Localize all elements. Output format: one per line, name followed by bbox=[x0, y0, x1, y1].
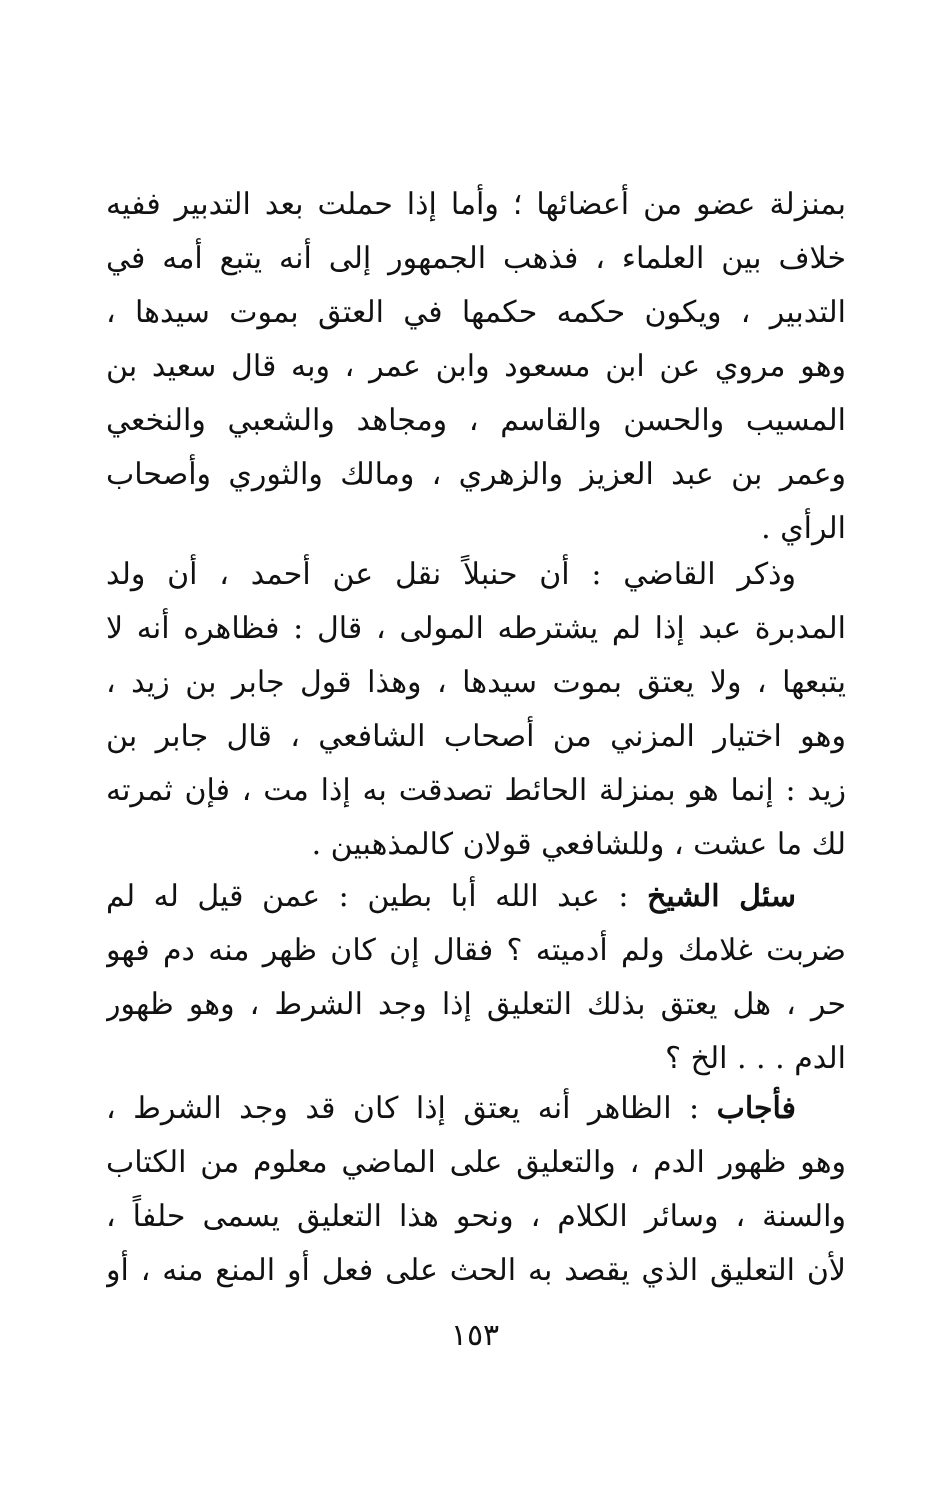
paragraph-1-line-4: وهو مروي عن ابن مسعود وابن عمر ، وبه قال سعيد بن bbox=[106, 349, 846, 384]
paragraph-3-line-4: الدم . . . الخ ؟ bbox=[665, 1041, 846, 1076]
paragraph-4-line-1-rest: : الظاهر أنه يعتق إذا كان قد وجد الشرط ، bbox=[106, 1091, 717, 1126]
paragraph-2-line-1: وذكر القاضي : أن حنبلاً نقل عن أحمد ، أن ولد bbox=[106, 557, 796, 592]
paragraph-3-line-1 bbox=[106, 870, 846, 924]
question-lead: سئل الشيخ bbox=[646, 879, 796, 914]
paragraph-2-line-6: لك ما عشت ، وللشافعي قولان كالمذهبين . bbox=[311, 827, 846, 862]
paragraph-1 bbox=[106, 178, 846, 556]
paragraph-4-line-3: والسنة ، وسائر الكلام ، ونحو هذا التعليق يسمى حلفاً ، bbox=[106, 1199, 846, 1234]
paragraph-3-line-2: ضربت غلامك ولم أدميته ؟ فقال إن كان ظهر منه دم فهو bbox=[106, 933, 846, 968]
paragraph-1-line-7: الرأي . bbox=[761, 511, 846, 546]
paragraph-2-line-4: وهو اختيار المزني من أصحاب الشافعي ، قال جابر بن bbox=[106, 719, 846, 754]
paragraph-1-line-6: وعمر بن عبد العزيز والزهري ، ومالك والثوري وأصحاب bbox=[106, 457, 846, 492]
paragraph-2 bbox=[106, 548, 846, 872]
paragraph-4-line-2: وهو ظهور الدم ، والتعليق على الماضي معلوم من الكتاب bbox=[106, 1145, 846, 1180]
paragraph-2-line-5: زيد : إنما هو بمنزلة الحائط تصدقت به إذا مت ، فإن ثمرته bbox=[106, 773, 846, 808]
paragraph-4-line-1 bbox=[106, 1082, 846, 1136]
answer-lead: فأجاب bbox=[716, 1091, 796, 1126]
paragraph-2-line-3: يتبعها ، ولا يعتق بموت سيدها ، وهذا قول جابر بن زيد ، bbox=[106, 665, 846, 700]
paragraph-3-line-1-rest: : عبد الله أبا بطين : عمن قيل له لم bbox=[106, 879, 647, 914]
paragraph-2-line-2: المدبرة عبد إذا لم يشترطه المولى ، قال : فظاهره أنه لا bbox=[106, 611, 846, 646]
paragraph-3 bbox=[106, 870, 846, 1086]
paragraph-4-line-4: لأن التعليق الذي يقصد به الحث على فعل أو المنع منه ، أو bbox=[106, 1253, 846, 1288]
paragraph-1-line-5: المسيب والحسن والقاسم ، ومجاهد والشعبي والنخعي bbox=[106, 403, 846, 438]
paragraph-1-line-1: بمنزلة عضو من أعضائها ؛ وأما إذا حملت بعد التدبير ففيه bbox=[106, 187, 846, 222]
paragraph-1-line-3: التدبير ، ويكون حكمه حكمها في العتق بموت سيدها ، bbox=[106, 295, 846, 330]
paragraph-3-line-3: حر ، هل يعتق بذلك التعليق إذا وجد الشرط ، وهو ظهور bbox=[106, 987, 846, 1022]
paragraph-4 bbox=[106, 1082, 846, 1298]
paragraph-1-line-2: خلاف بين العلماء ، فذهب الجمهور إلى أنه يتبع أمه في bbox=[106, 241, 846, 276]
page-number: ١٥٣ bbox=[450, 1318, 500, 1353]
